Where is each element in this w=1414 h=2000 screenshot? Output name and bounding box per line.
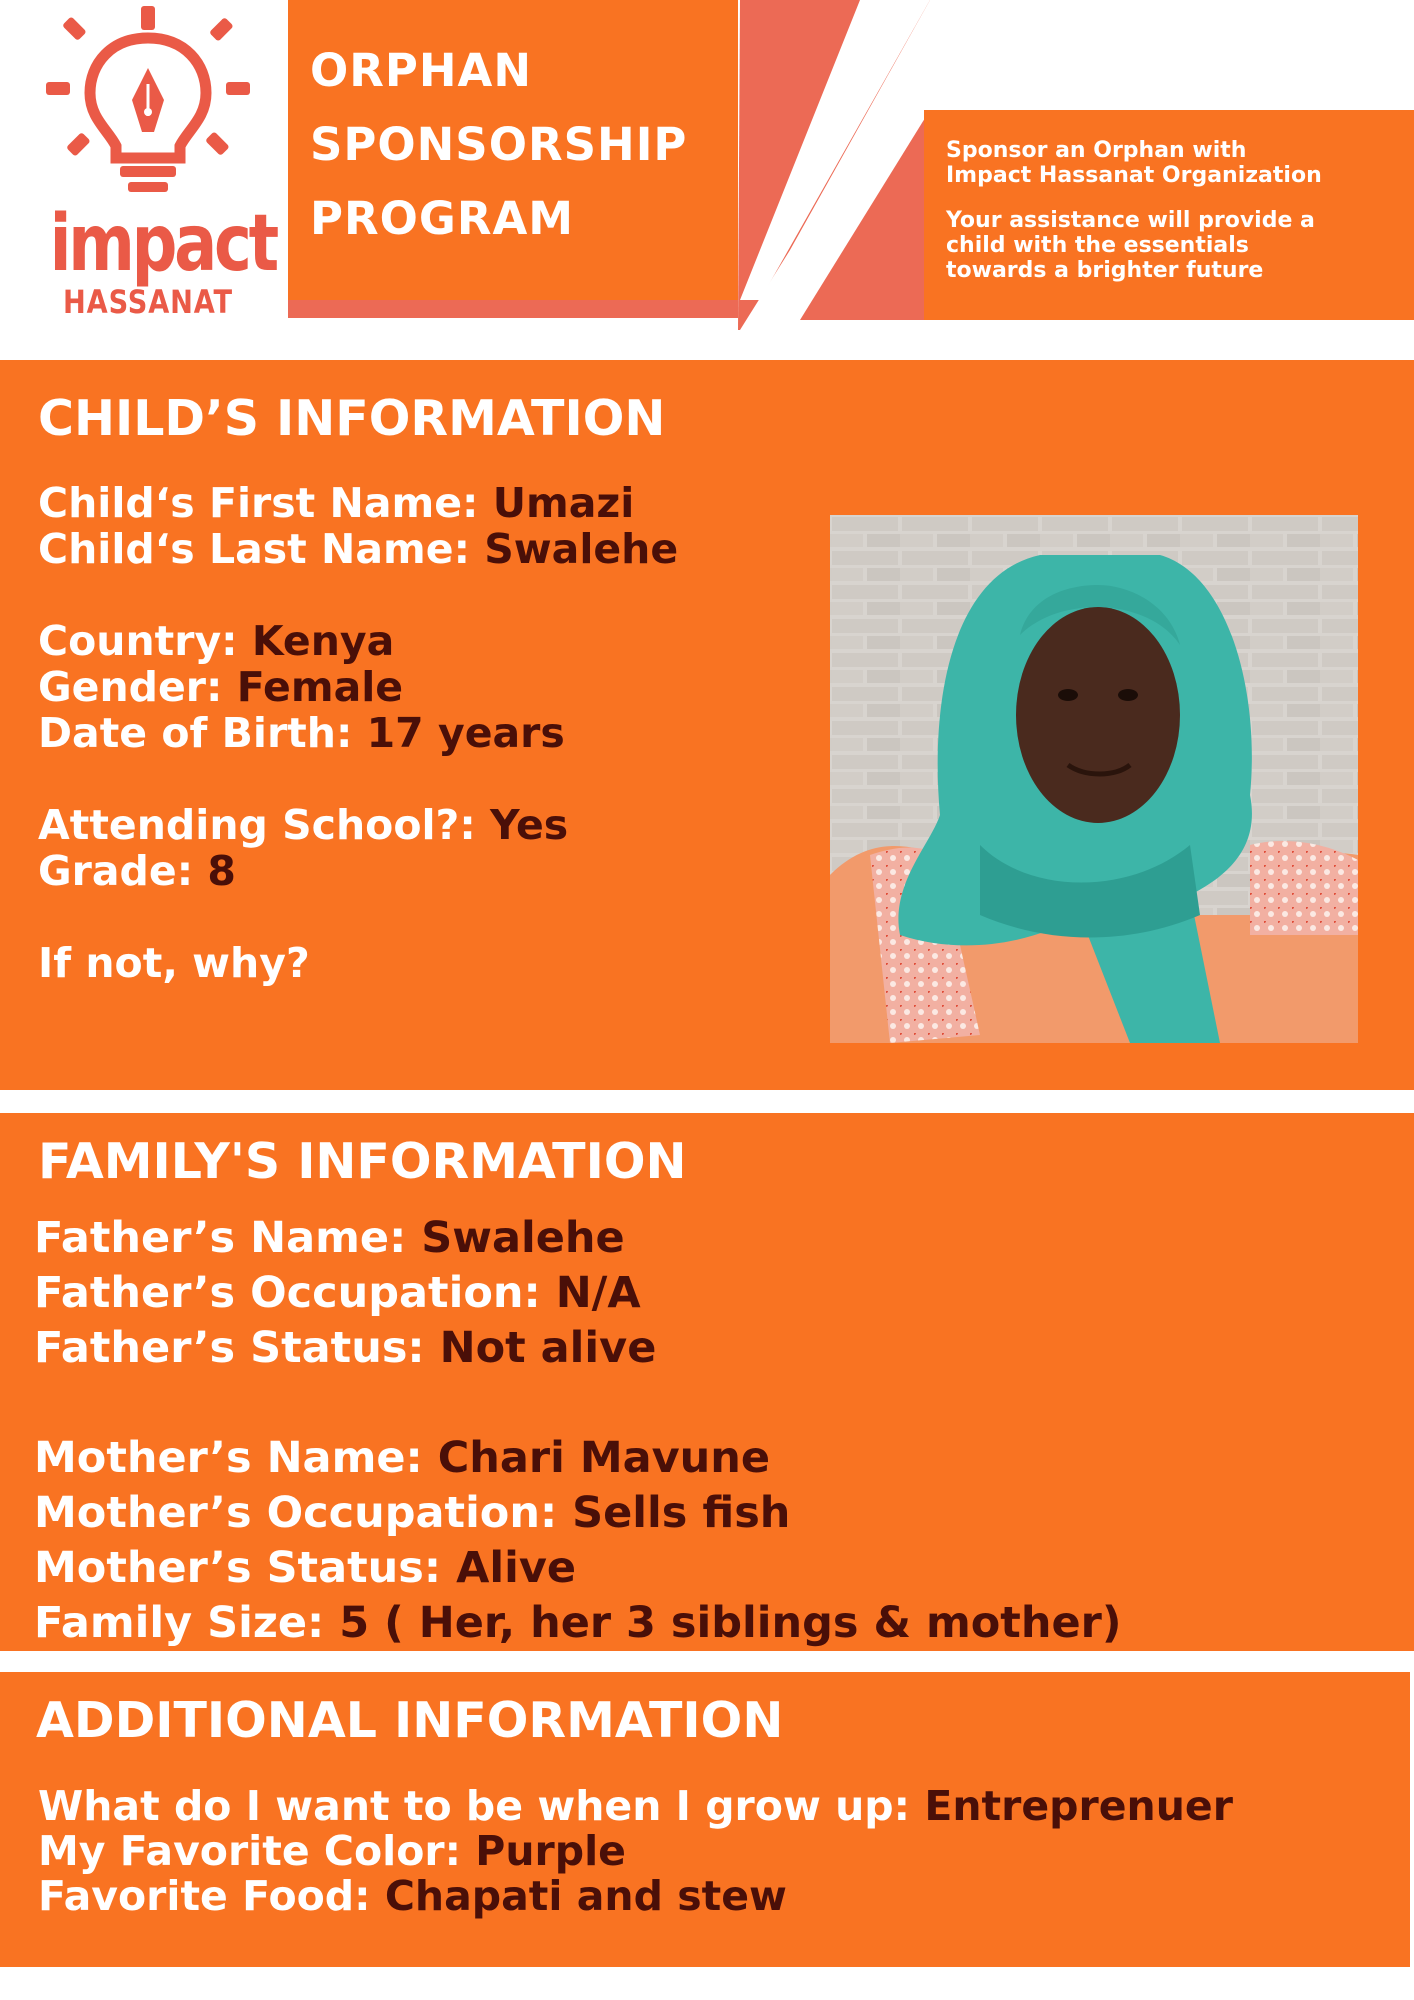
child-section-title: CHILD’S INFORMATION <box>38 390 666 447</box>
mother-name-row <box>34 1431 770 1486</box>
field-label: Mother’s Occupation: <box>34 1488 558 1538</box>
why-row <box>38 940 310 986</box>
field-label: Father’s Occupation: <box>34 1268 541 1318</box>
field-label: Father’s Name: <box>34 1213 407 1263</box>
favorite-food-row <box>38 1874 787 1919</box>
gender-value: Female <box>236 663 404 711</box>
field-label: Father’s Status: <box>34 1323 425 1373</box>
child-photo <box>830 515 1358 1043</box>
field-label: Mother’s Status: <box>34 1543 442 1593</box>
program-title-line: ORPHAN <box>310 44 533 97</box>
dob-value: 17 years <box>366 709 565 757</box>
school-row <box>38 802 568 848</box>
field-label: Date of Birth: <box>38 709 353 757</box>
child-first-name: Umazi <box>492 479 635 527</box>
mother-status-row <box>34 1541 576 1596</box>
mother-name-value: Chari Mavune <box>437 1433 771 1483</box>
country-value: Kenya <box>251 617 395 665</box>
child-last-name-row <box>38 526 678 572</box>
country-row <box>38 618 394 664</box>
field-label: Gender: <box>38 663 223 711</box>
field-label: Attending School?: <box>38 801 476 849</box>
mother-occupation-value: Sells fish <box>572 1488 791 1538</box>
favorite-food-value: Chapati and stew <box>384 1872 787 1920</box>
program-title-line: SPONSORSHIP <box>310 118 688 171</box>
mother-occupation-row <box>34 1486 790 1541</box>
program-title-line: PROGRAM <box>310 192 575 245</box>
favorite-color-row <box>38 1829 626 1874</box>
father-status-value: Not alive <box>439 1323 657 1373</box>
promo-line: Your assistance will provide a <box>946 208 1315 233</box>
field-label: Favorite Food: <box>38 1872 371 1920</box>
family-section-title: FAMILY'S INFORMATION <box>38 1133 687 1190</box>
family-size-value: 5 ( Her, her 3 siblings & mother) <box>339 1598 1122 1648</box>
gender-row <box>38 664 403 710</box>
additional-section-title: ADDITIONAL INFORMATION <box>36 1692 784 1749</box>
child-last-name: Swalehe <box>484 525 679 573</box>
promo-line: Sponsor an Orphan with <box>946 138 1247 163</box>
dob-row <box>38 710 565 756</box>
field-label: Child‘s Last Name: <box>38 525 470 573</box>
logo-subtitle: HASSANAT <box>63 283 233 321</box>
logo-wordmark: impact <box>49 199 276 289</box>
father-status-row <box>34 1321 656 1376</box>
program-title-box <box>288 0 738 300</box>
promo-text <box>946 138 1406 283</box>
grade-value: 8 <box>207 847 236 895</box>
additional-information-section <box>0 1672 1410 1967</box>
father-name-value: Swalehe <box>421 1213 625 1263</box>
child-first-name-row <box>38 480 634 526</box>
grade-row <box>38 848 236 894</box>
family-information-section <box>0 1113 1414 1651</box>
program-title <box>310 34 687 256</box>
father-occupation-row <box>34 1266 641 1321</box>
school-value: Yes <box>490 801 569 849</box>
child-information-section <box>0 360 1414 1090</box>
promo-line: child with the essentials <box>946 233 1249 258</box>
father-name-row <box>34 1211 625 1266</box>
field-label: Child‘s First Name: <box>38 479 479 527</box>
field-label: Country: <box>38 617 238 665</box>
family-size-row <box>34 1596 1122 1651</box>
grow-up-value: Entreprenuer <box>924 1782 1233 1830</box>
field-label: Mother’s Name: <box>34 1433 423 1483</box>
field-label: What do I want to be when I grow up: <box>38 1782 911 1830</box>
favorite-color-value: Purple <box>475 1827 626 1875</box>
field-label: If not, why? <box>38 939 310 987</box>
field-label: Grade: <box>38 847 194 895</box>
field-label: Family Size: <box>34 1598 325 1648</box>
title-underline <box>288 300 738 318</box>
father-occupation-value: N/A <box>555 1268 641 1318</box>
promo-line: towards a brighter future <box>946 258 1264 283</box>
promo-line: Impact Hassanat Organization <box>946 163 1322 188</box>
grow-up-row <box>38 1784 1233 1829</box>
promo-box <box>924 110 1414 320</box>
mother-status-value: Alive <box>456 1543 577 1593</box>
field-label: My Favorite Color: <box>38 1827 462 1875</box>
